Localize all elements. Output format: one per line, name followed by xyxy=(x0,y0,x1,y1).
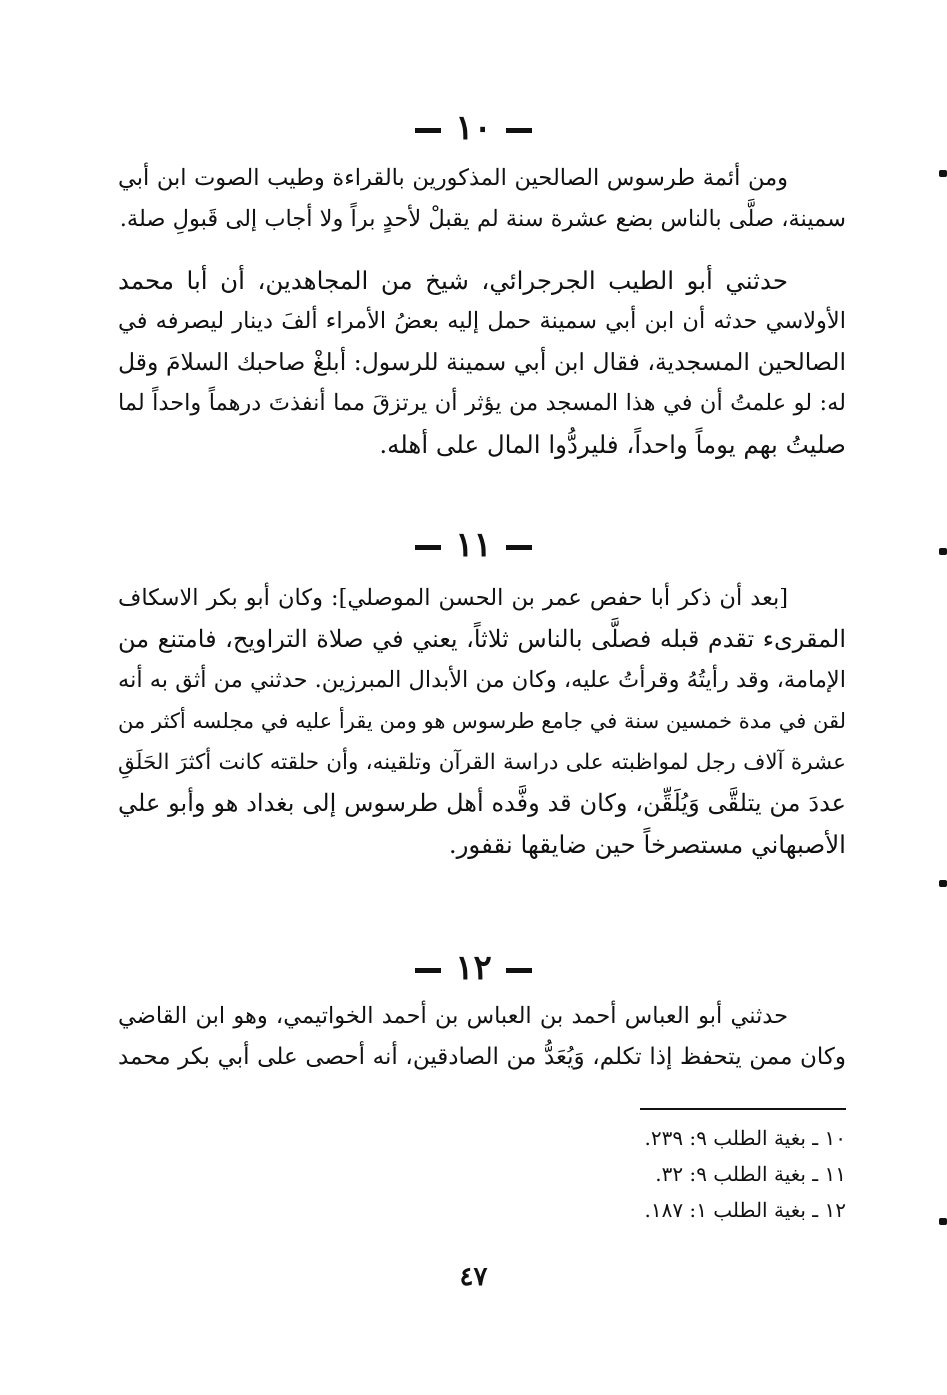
text-line: ومن أئمة طرسوس الصالحين المذكورين بالقراءة وطيب الصوت ابن أبي xyxy=(118,165,788,191)
scan-margin-mark xyxy=(939,880,947,887)
text-line: عشرة آلاف رجل لمواظبته على دراسة القرآن وتلقينه، وأن حلقته كانت أكثرَ الحَلَقِ xyxy=(118,750,846,775)
text-line: سمينة، صلَّى بالناس بضع عشرة سنة لم يقبلْ لأحدٍ براً ولا أجاب إلى قَبولِ صلة. xyxy=(119,206,846,232)
text-line: وكان ممن يتحفظ إذا تكلم، وَيُعَدُّ من الصادقين، أنه أحصى على أبي بكر محمد xyxy=(118,1044,846,1070)
heading-dash xyxy=(506,545,532,550)
section-heading-12 xyxy=(0,948,947,988)
text-line: حدثني أبو العباس أحمد بن العباس بن أحمد الخواتيمي، وهو ابن القاضي xyxy=(118,1003,788,1029)
section-number: ١٢ xyxy=(455,948,492,988)
text-line: عددَ من يتلقَّى وَيُلَقِّن، وكان قد وفَّده أهل طرسوس إلى بغداد هو وأبو علي xyxy=(118,789,846,817)
text-line: الأصبهاني مستصرخاً حين ضايقها نقفور. xyxy=(448,830,846,859)
section-11-paragraph-1 xyxy=(118,578,846,865)
heading-dash xyxy=(415,545,441,550)
section-10-paragraph-1 xyxy=(118,158,846,240)
footnote: ١٠ ـ بغية الطلب ٩: ٢٣٩. xyxy=(644,1126,846,1150)
heading-dash xyxy=(415,128,441,133)
footnotes xyxy=(560,1120,846,1228)
text-line: [بعد أن ذكر أبا حفص عمر بن الحسن الموصلي]: وكان أبو بكر الاسكاف xyxy=(118,585,788,611)
text-line: له: لو علمتُ أن في هذا المسجد من يؤثر أن يرتزقَ مما أنفذتَ درهماً واحداً لما xyxy=(118,390,846,416)
footnote: ١١ ـ بغية الطلب ٩: ٣٢. xyxy=(655,1162,846,1186)
heading-dash xyxy=(415,968,441,973)
footnote-separator xyxy=(640,1108,846,1110)
heading-dash xyxy=(506,968,532,973)
section-12-paragraph-1 xyxy=(118,996,846,1078)
footnote: ١٢ ـ بغية الطلب ١: ١٨٧. xyxy=(644,1198,846,1222)
scan-margin-mark xyxy=(939,1218,947,1225)
text-line: المقرىء تقدم قبله فصلَّى بالناس ثلاثاً، يعني في صلاة التراويح، فامتنع من xyxy=(118,625,846,653)
heading-dash xyxy=(506,128,532,133)
section-number: ١١ xyxy=(455,525,492,565)
text-line: الأولاسي حدثه أن ابن أبي سمينة حمل إليه بعضُ الأمراء ألفَ دينار ليصرفه في xyxy=(118,308,846,334)
scan-margin-mark xyxy=(939,170,947,177)
text-line: حدثني أبو الطيب الجرجرائي، شيخ من المجاهدين، أن أبا محمد xyxy=(118,266,788,295)
text-line: لقن في مدة خمسين سنة في جامع طرسوس هو ومن يقرأ عليه في مجلسه أكثر من xyxy=(118,709,846,733)
section-heading-10 xyxy=(0,108,947,148)
section-number: ١٠ xyxy=(455,108,492,148)
section-10-paragraph-2 xyxy=(118,260,846,465)
text-line: صليتُ بهم يوماً واحداً، فليردُّوا المال على أهله. xyxy=(379,430,846,459)
scan-margin-mark xyxy=(939,548,947,555)
text-line: الإمامة، وقد رأيتُهُ وقرأتُ عليه، وكان من الأبدال المبرزين. حدثني من أثق به أنه xyxy=(118,667,846,693)
text-line: الصالحين المسجدية، فقال ابن أبي سمينة للرسول: أبلغْ صاحبك السلامَ وقل xyxy=(118,348,846,376)
page-number: ٤٧ xyxy=(459,1262,488,1292)
section-heading-11 xyxy=(0,525,947,565)
